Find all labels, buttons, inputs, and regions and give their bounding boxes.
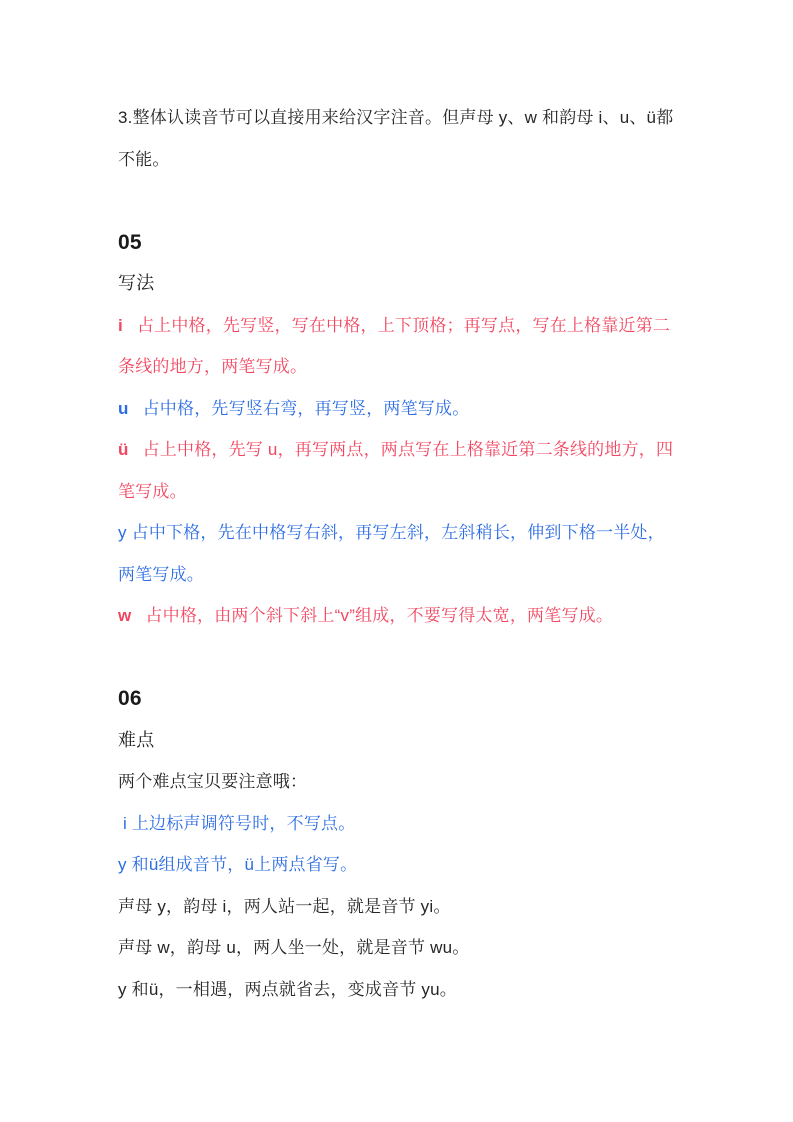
- rule-text-i: 占上中格，先写竖，写在中格，上下顶格；再写点，写在上格靠近第二条线的地方，两笔写成。: [118, 315, 671, 376]
- rhyme-line-wu: 声母 w，韵母 u，两人坐一处，就是音节 wu。: [118, 938, 470, 957]
- blank-line: [118, 180, 678, 222]
- section-number-06: 06: [118, 687, 142, 710]
- difficulty-note-y-umlaut: y 和ü组成音节，ü上两点省写。: [118, 855, 358, 874]
- difficulty-intro: 两个难点宝贝要注意哦：: [118, 772, 308, 791]
- rule-paragraph-i: [118, 305, 678, 388]
- difficulty-note-i: i 上边标声调符号时，不写点。: [118, 813, 356, 833]
- rule-text-u-umlaut: 占上中格，先写 u，再写两点，两点写在上格靠近第二条线的地方，四笔写成。: [118, 440, 674, 501]
- rule-text-y: y 占中下格，先在中格写右斜，再写左斜，左斜稍长，伸到下格一半处，两笔写成。: [118, 523, 665, 584]
- rule-lead-u: u: [118, 398, 129, 418]
- rule-lead-i: i: [118, 315, 123, 335]
- rule-paragraph-u: [118, 388, 678, 430]
- intro-paragraph: 3.整体认读音节可以直接用来给汉字注音。但声母 y、w 和韵母 i、u、ü都不能。: [118, 108, 674, 169]
- rule-text-w: 占中格，由两个斜下斜上“v”组成，不要写得太宽，两笔写成。: [145, 606, 614, 625]
- rule-text-u: 占中格，先写竖右弯，再写竖，两笔写成。: [142, 398, 470, 418]
- rhyme-line-yi: 声母 y，韵母 i，两人站一起，就是音节 yi。: [118, 896, 451, 916]
- blank-line: [118, 637, 678, 679]
- rule-paragraph-u-umlaut: [118, 429, 678, 512]
- rule-paragraph-w: [118, 595, 678, 637]
- rule-paragraph-y: [118, 512, 678, 595]
- section-number-05: 05: [118, 230, 142, 254]
- rule-lead-w: w: [118, 606, 132, 625]
- section-title-difficulty: 难点: [118, 729, 155, 750]
- section-title-writing: 写法: [118, 273, 155, 293]
- rule-lead-u-umlaut: ü: [118, 440, 129, 459]
- rhyme-line-yu: y 和ü，一相遇，两点就省去，变成音节 yu。: [118, 979, 457, 999]
